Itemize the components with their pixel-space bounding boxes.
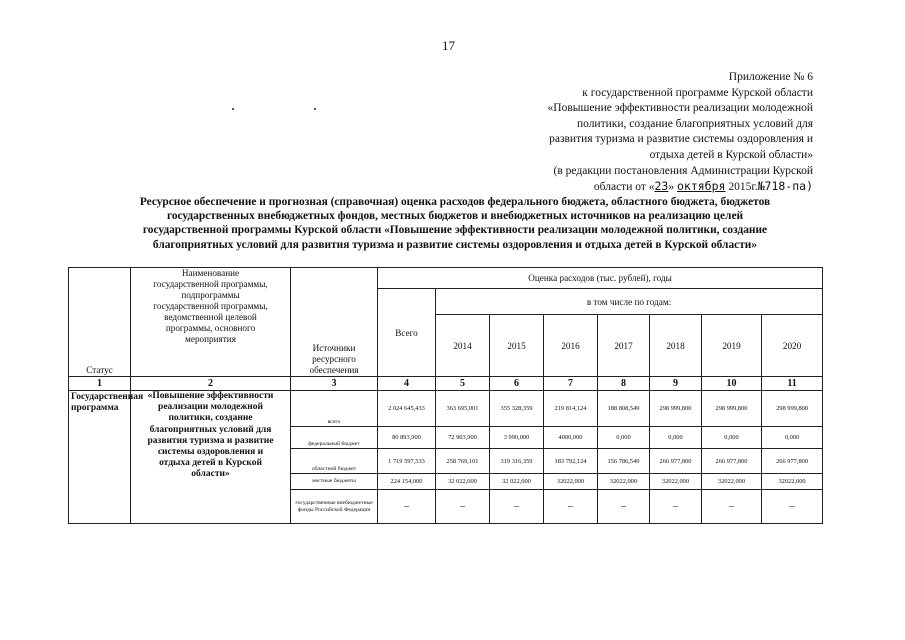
appendix-line: к государственной программе Курской области (582, 86, 813, 99)
value-cell: 258 769,101 (436, 449, 490, 474)
header-year: 2014 (436, 315, 490, 377)
decree-number: №718-па) (757, 179, 813, 194)
date-prefix: области от « (593, 181, 655, 194)
value-cell: 4000,000 (544, 427, 598, 449)
source-cell: местные бюджеты (291, 474, 378, 490)
page-number: 17 (442, 38, 455, 53)
scan-speck (314, 108, 316, 110)
value-cell: 0,000 (650, 427, 702, 449)
value-cell: – (544, 490, 598, 524)
document-title (70, 195, 840, 252)
value-cell: 32 022,000 (490, 474, 544, 490)
column-number: 11 (762, 377, 823, 391)
value-cell: 219 814,124 (544, 391, 598, 427)
value-cell: 0,000 (598, 427, 650, 449)
appendix-date-line (513, 179, 813, 196)
column-number: 3 (291, 377, 378, 391)
value-cell: – (378, 490, 436, 524)
value-cell: 0,000 (762, 427, 823, 449)
value-cell: 298 999,800 (702, 391, 762, 427)
value-cell: 2 024 645,433 (378, 391, 436, 427)
date-sep: » (668, 181, 675, 194)
title-line: государственных внебюджетных фондов, местных бюджетов и внебюджетных источников на реализацию целей (166, 210, 744, 223)
header-expenses: Оценка расходов (тыс. рублей), годы (378, 268, 823, 289)
column-number: 9 (650, 377, 702, 391)
value-cell: 355 328,359 (490, 391, 544, 427)
header-year: 2018 (650, 315, 702, 377)
status-cell: Государственная программа (69, 391, 131, 524)
value-cell: 266 977,800 (762, 449, 823, 474)
appendix-line: политики, создание благоприятных условий для (576, 117, 813, 130)
appendix-number: Приложение № 6 (728, 71, 813, 83)
value-cell: 266 977,800 (702, 449, 762, 474)
value-cell: 363 695,001 (436, 391, 490, 427)
value-cell: 224 154,000 (378, 474, 436, 490)
header-year: 2017 (598, 315, 650, 377)
value-cell: 72 903,900 (436, 427, 490, 449)
appendix-header (513, 70, 813, 196)
column-number: 4 (378, 377, 436, 391)
value-cell: 32022,000 (762, 474, 823, 490)
header-year: 2020 (762, 315, 823, 377)
title-line: Ресурсное обеспечение и прогнозная (справочная) оценка расходов федерального бюджета, областного бюджета, бюджетов (139, 196, 771, 208)
header-name: Наименование государственной программы, подпрограммы государственной программы, ведомственной целевой программы, основного мероприятия (131, 268, 291, 377)
source-cell: федеральный бюджет (291, 427, 378, 449)
header-source: Источники ресурсного обеспечения (291, 268, 378, 377)
value-cell: – (436, 490, 490, 524)
column-number: 1 (69, 377, 131, 391)
value-cell: 32022,000 (598, 474, 650, 490)
column-number: 8 (598, 377, 650, 391)
value-cell: – (490, 490, 544, 524)
appendix-line: отдыха детей в Курской области» (649, 148, 813, 161)
column-numbers-row (69, 377, 823, 391)
resource-table (68, 267, 823, 524)
appendix-line: «Повышение эффективности реализации молодежной (547, 102, 813, 115)
header-by-years: в том числе по годам: (436, 289, 823, 315)
date-month: октября (676, 179, 726, 194)
program-name-cell: «Повышение эффективности реализации молодежной политики, создание благоприятных условий для развития туризма и развитие системы оздоровления и отдыха детей в Курской области» (131, 391, 291, 524)
value-cell: 319 316,359 (490, 449, 544, 474)
header-status: Статус (69, 268, 131, 377)
appendix-line: развития туризма и развитие системы оздоровления и (549, 133, 813, 146)
value-cell: 1 719 597,533 (378, 449, 436, 474)
value-cell: 32022,000 (702, 474, 762, 490)
source-cell: областной бюджет (291, 449, 378, 474)
value-cell: – (702, 490, 762, 524)
header-year: 2015 (490, 315, 544, 377)
header-year: 2016 (544, 315, 598, 377)
value-cell: 266 977,800 (650, 449, 702, 474)
column-number: 5 (436, 377, 490, 391)
value-cell: 183 792,124 (544, 449, 598, 474)
appendix-line: (в редакции постановления Администрации Курской (553, 164, 813, 177)
source-cell: государственные внебюджетные фонды Российской Федерации (291, 490, 378, 524)
header-year: 2019 (702, 315, 762, 377)
value-cell: 3 990,000 (490, 427, 544, 449)
value-cell: – (650, 490, 702, 524)
source-cell: всего (291, 391, 378, 427)
title-line: государственной программы Курской области «Повышение эффективности реализации молодежной политики, создание (142, 224, 768, 237)
value-cell: – (598, 490, 650, 524)
value-cell: 298 999,800 (762, 391, 823, 427)
table-row (69, 391, 823, 427)
title-line: благоприятных условий для развития туризма и развитие системы оздоровления и отдыха детей в Курской области» (152, 238, 758, 251)
value-cell: 32 022,000 (436, 474, 490, 490)
column-number: 7 (544, 377, 598, 391)
value-cell: – (762, 490, 823, 524)
value-cell: 298 999,800 (650, 391, 702, 427)
date-day: 23 (654, 179, 669, 194)
value-cell: 32022,000 (650, 474, 702, 490)
date-year: 2015г. (728, 181, 758, 194)
value-cell: 188 808,549 (598, 391, 650, 427)
scan-speck (232, 108, 234, 110)
value-cell: 32022,000 (544, 474, 598, 490)
column-number: 10 (702, 377, 762, 391)
value-cell: 80 893,900 (378, 427, 436, 449)
header-total: Всего (378, 289, 436, 377)
value-cell: 156 786,549 (598, 449, 650, 474)
column-number: 2 (131, 377, 291, 391)
column-number: 6 (490, 377, 544, 391)
value-cell: 0,000 (702, 427, 762, 449)
